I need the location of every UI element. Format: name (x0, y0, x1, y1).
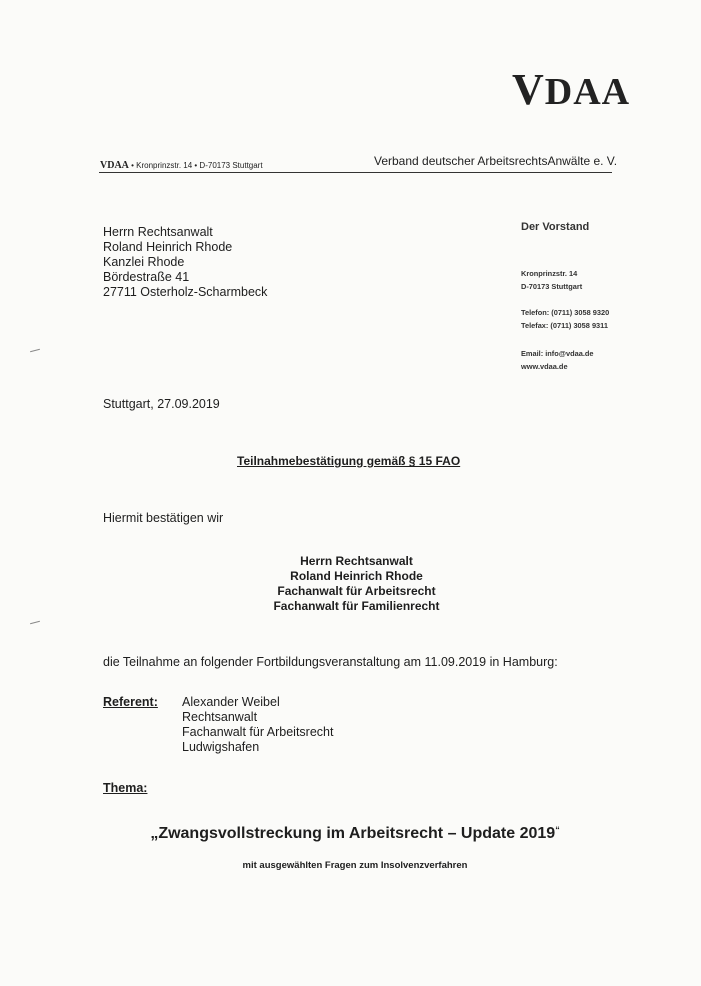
letterhead-divider (99, 172, 612, 173)
seminar-subtopic: mit ausgewählten Fragen zum Insolvenzverfahren (242, 860, 468, 871)
logo-rest: DAA (544, 71, 631, 113)
referent-label: Referent: (103, 695, 158, 709)
recipient-line: Kanzlei Rhode (103, 255, 185, 269)
letter-date: Stuttgart, 27.09.2019 (103, 397, 220, 411)
participant-line: Roland Heinrich Rhode (290, 569, 423, 583)
association-name: Verband deutscher ArbeitsrechtsAnwälte e. V. (374, 154, 618, 168)
referent-line: Alexander Weibel (182, 695, 280, 709)
sidebar-web: www.vdaa.de (521, 362, 568, 371)
topic-open-quote: „ (150, 825, 159, 842)
logo-initial: V (512, 65, 545, 114)
topic-text: Zwangsvollstreckung im Arbeitsrecht – Update 2019 (158, 825, 556, 842)
fold-mark (30, 349, 40, 352)
sidebar-email: Email: info@vdaa.de (521, 349, 594, 358)
participant-line: Herrn Rechtsanwalt (300, 554, 413, 568)
sidebar-fax: Telefax: (0711) 3058 9311 (521, 321, 608, 330)
sidebar-title: Der Vorstand (521, 221, 590, 233)
sidebar-city: D-70173 Stuttgart (521, 282, 583, 291)
recipient-line: 27711 Osterholz-Scharmbeck (103, 285, 268, 299)
seminar-topic (100, 825, 610, 843)
referent-details (182, 695, 333, 755)
referent-line: Ludwigshafen (182, 740, 260, 754)
referent-line: Rechtsanwalt (182, 710, 258, 724)
participation-text: die Teilnahme an folgender Fortbildungsveranstaltung am 11.09.2019 in Hamburg: (103, 655, 558, 669)
vdaa-logo (512, 64, 630, 115)
thema-label: Thema: (103, 781, 148, 795)
participant-line: Fachanwalt für Familienrecht (273, 599, 440, 613)
sender-address: • Kronprinzstr. 14 • D-70173 Stuttgart (131, 161, 263, 170)
sidebar-street: Kronprinzstr. 14 (521, 269, 578, 278)
recipient-line: Herrn Rechtsanwalt (103, 225, 213, 239)
confirm-text: Hiermit bestätigen wir (103, 511, 224, 525)
topic-close-quote: “ (555, 825, 560, 835)
fold-mark (30, 621, 40, 624)
letter-subject: Teilnahmebestätigung gemäß § 15 FAO (237, 454, 461, 468)
recipient-line: Bördestraße 41 (103, 270, 190, 284)
sender-line (100, 160, 263, 171)
participant-line: Fachanwalt für Arbeitsrecht (277, 584, 436, 598)
sidebar-phone: Telefon: (0711) 3058 9320 (521, 308, 610, 317)
participant-block (200, 554, 513, 614)
recipient-line: Roland Heinrich Rhode (103, 240, 233, 254)
referent-line: Fachanwalt für Arbeitsrecht (182, 725, 334, 739)
recipient-address (103, 225, 267, 300)
sender-brand: VDAA (100, 160, 129, 171)
